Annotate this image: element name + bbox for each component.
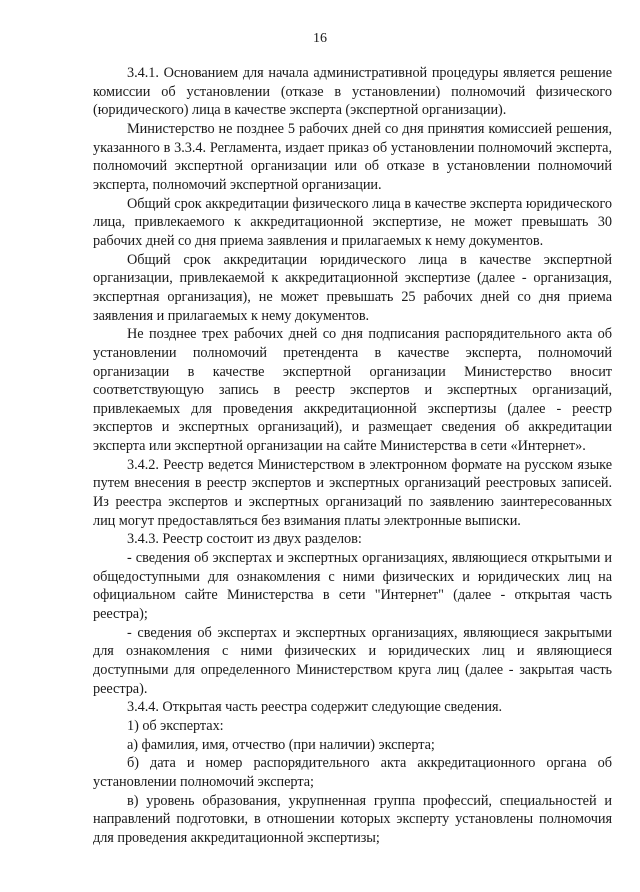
paragraph-ministry-order: Министерство не позднее 5 рабочих дней со дня принятия комиссией решения, указанного в 3.3.4. Регламента, издает приказ об установлении полномочий эксперта, полномочий экспертной организации или об отказе в установлении полномочий эксперта, полномочий экспертной организации. — [93, 120, 612, 193]
list-item-a: а) фамилия, имя, отчество (при наличии) эксперта; — [127, 736, 435, 753]
paragraph-3-4-3: 3.4.3. Реестр состоит из двух разделов: — [127, 531, 362, 548]
paragraph-3-4-4: 3.4.4. Открытая часть реестра содержит следующие сведения. — [127, 699, 503, 716]
document-body — [93, 64, 612, 848]
paragraph-registry-entry: Не позднее трех рабочих дней со дня подписания распорядительного акта об установлении полномочий претендента в качестве эксперта, полномочий организации в качестве экспертной организации Министерство вносит соответствующую запись в реестр экспертов и экспертных организаций, привлекаемых для проведения аккредитационной экспертизы (далее - реестр экспертов и экспертных организаций), и размещает сведения об аккредитации эксперта или экспертной организации на сайте Министерства в сети «Интернет». — [93, 326, 612, 455]
list-item-v: в) уровень образования, укрупненная группа профессий, специальностей и направлений подготовки, в отношении которых эксперту установлены полномочия для проведения аккредитационной экспертизы; — [93, 792, 612, 846]
page-number: 16 — [313, 31, 327, 46]
paragraph-3-4-2: 3.4.2. Реестр ведется Министерством в электронном формате на русском языке путем внесения в реестр экспертов и экспертных организаций реестровых записей. Из реестра экспертов и экспертных организаций по заявлению заинтересованных лиц могут предоставляться без взимания платы электронные выписки. — [93, 456, 612, 529]
paragraph-3-4-1: 3.4.1. Основанием для начала административной процедуры является решение комиссии об установлении (отказе в установлении) полномочий физического (юридического) лица в качестве эксперта (экспертной организации). — [93, 65, 612, 119]
list-item-b: б) дата и номер распорядительного акта аккредитационного органа об установлении полномочий эксперта; — [93, 755, 612, 790]
list-item-closed-part: - сведения об экспертах и экспертных организациях, являющиеся закрытыми для ознакомления с ними физических и юридических лиц и являющиеся доступными для определенного Министерством круга лиц (далее - закрытая часть реестра). — [93, 624, 612, 697]
paragraph-individual-term: Общий срок аккредитации физического лица в качестве эксперта юридического лица, привлекаемого к аккредитационной экспертизе, не может превышать 30 рабочих дней со дня приема заявления и прилагаемых к нему документов. — [93, 195, 612, 249]
list-item-experts: 1) об экспертах: — [127, 717, 224, 734]
list-item-open-part: - сведения об экспертах и экспертных организациях, являющиеся открытыми и общедоступными для ознакомления с ними физических и юридических лиц на официальном сайте Министерства в сети "Интернет" (далее - открытая часть реестра); — [93, 550, 612, 623]
paragraph-legal-entity-term: Общий срок аккредитации юридического лица в качестве экспертной организации, привлекаемой к аккредитационной экспертизе (далее - организация, экспертная организация), не может превышать 25 рабочих дней со дня приема заявления и прилагаемых к нему документов. — [93, 251, 612, 324]
